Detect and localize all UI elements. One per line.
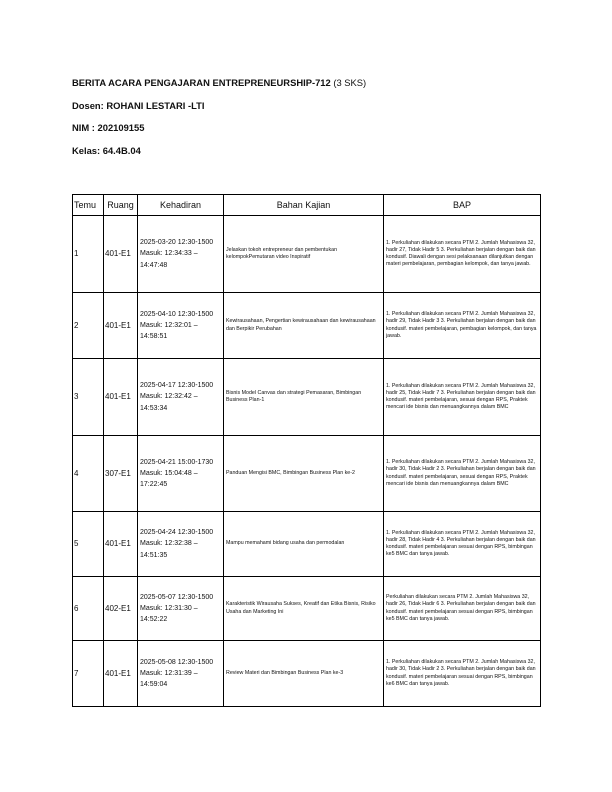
column-header-temu: Temu — [73, 195, 104, 216]
kehadiran-cell: 2025-04-17 12:30-1500 Masuk: 12:32:42 – 14:53:34 — [138, 359, 224, 436]
bahan-kajian-cell: Karakteristik Wirausaha Sukses, Kreatif dan Etika Bisnis, Risiko Usaha dan Marketing Ini — [224, 577, 384, 641]
temu-cell: 2 — [73, 293, 104, 359]
temu-cell: 7 — [73, 641, 104, 707]
column-header-kehadiran: Kehadiran — [138, 195, 224, 216]
lecturer-name: Dosen: ROHANI LESTARI -LTI — [72, 99, 205, 111]
ruang-cell: 401-E1 — [104, 641, 138, 707]
table-row — [73, 512, 541, 577]
ruang-cell: 401-E1 — [104, 512, 138, 577]
bap-cell: 1. Perkuliahan dilakukan secara PTM 2. Jumlah Mahasiswa 32, hadir 28, Tidak Hadir 4 3. Perkuliahan berjalan dengan baik dan kondusif. materi pembelajaran sesuai dengan RPS, bimbingan ke5 BMC dan tanya jawab. — [384, 512, 541, 577]
ruang-cell: 401-E1 — [104, 293, 138, 359]
table-header-row — [73, 195, 541, 216]
bahan-kajian-cell: Jelaskan tokoh entrepreneur dan pembentukan kelompokPemutaran video Inspiratif — [224, 216, 384, 293]
table-row — [73, 216, 541, 293]
table-row — [73, 293, 541, 359]
temu-cell: 1 — [73, 216, 104, 293]
bahan-kajian-cell: Kewirausahaan, Pengertian kewirausahaan dan kewirausahaan dan Berpikir Perubahan — [224, 293, 384, 359]
temu-cell: 4 — [73, 436, 104, 512]
bahan-kajian-cell: Panduan Mengisi BMC, Bimbingan Business Plan ke-2 — [224, 436, 384, 512]
ruang-cell: 402-E1 — [104, 577, 138, 641]
kehadiran-cell: 2025-05-08 12:30-1500 Masuk: 12:31:39 – 14:59:04 — [138, 641, 224, 707]
temu-cell: 5 — [73, 512, 104, 577]
student-id: NIM : 202109155 — [72, 122, 145, 133]
document-header — [72, 76, 366, 166]
column-header-bap: BAP — [384, 195, 541, 216]
ruang-cell: 401-E1 — [104, 216, 138, 293]
course-title: BERITA ACARA PENGAJARAN ENTREPRENEURSHIP-712 — [72, 77, 331, 88]
kehadiran-cell: 2025-03-20 12:30-1500 Masuk: 12:34:33 – 14:47:48 — [138, 216, 224, 293]
column-header-bahan-kajian: Bahan Kajian — [224, 195, 384, 216]
course-credits: (3 SKS) — [330, 77, 367, 88]
bap-cell: 1. Perkuliahan dilakukan secara PTM 2. Jumlah Mahasiswa 32, hadir 30, Tidak Hadir 2 3. Perkuliahan berjalan dengan baik dan kondusif. materi pembelajaran sesuai dengan RPS, bimbingan ke6 BMC dan tanya jawab. — [384, 641, 541, 707]
bap-cell: 1. Perkuliahan dilakukan secara PTM 2. Jumlah Mahasiswa 32, hadir 27, Tidak Hadir 5 3. Perkuliahan berjalan dengan baik dan kondusif. Diawali dengan sesi pelaksanaan dilanjutkan dengan materi pembelajaran, pembagian kelompok, dan tanya jawab. — [384, 216, 541, 293]
kehadiran-cell: 2025-05-07 12:30-1500 Masuk: 12:31:30 – 14:52:22 — [138, 577, 224, 641]
bap-cell: 1. Perkuliahan dilakukan secara PTM 2. Jumlah Mahasiswa 32, hadir 25, Tidak Hadir 7 3. Perkuliahan berjalan dengan baik dan kondusif. materi pembelajaran, sesuai dengan RPS, Praktek mencari ide bisnis dan menuangkannya dalam BMC — [384, 359, 541, 436]
column-header-ruang: Ruang — [104, 195, 138, 216]
kehadiran-cell: 2025-04-24 12:30-1500 Masuk: 12:32:38 – 14:51:35 — [138, 512, 224, 577]
kehadiran-cell: 2025-04-21 15:00-1730 Masuk: 15:04:48 – 17:22:45 — [138, 436, 224, 512]
bap-cell: Perkuliahan dilakukan secara PTM 2. Jumlah Mahasiswa 32, hadir 26, Tidak Hadir 6 3. Perkuliahan berjalan dengan baik dan kondusif. materi pembelajaran sesuai dengan RPS, bimbingan ke5 BMC dan tanya jawab. — [384, 577, 541, 641]
temu-cell: 3 — [73, 359, 104, 436]
bahan-kajian-cell: Review Materi dan Bimbingan Business Plan ke-3 — [224, 641, 384, 707]
document-title — [72, 76, 366, 99]
attendance-table — [72, 194, 541, 707]
temu-cell: 6 — [73, 577, 104, 641]
ruang-cell: 401-E1 — [104, 359, 138, 436]
bap-cell: 1. Perkuliahan dilakukan secara PTM 2. Jumlah Mahasiswa 32, hadir 29, Tidak Hadir 3 3. Perkuliahan berjalan dengan baik dan kondusif. materi pembelajaran, pembagian kelompok, dan tanya jawab. — [384, 293, 541, 359]
kehadiran-cell: 2025-04-10 12:30-1500 Masuk: 12:32:01 – 14:58:51 — [138, 293, 224, 359]
table-row — [73, 436, 541, 512]
bahan-kajian-cell: Bisnis Model Canvas dan strategi Pemasaran, Bimbingan Business Plan-1 — [224, 359, 384, 436]
bap-cell: 1. Perkuliahan dilakukan secara PTM 2. Jumlah Mahasiswa 32, hadir 30, Tidak Hadir 2 3. Perkuliahan berjalan dengan baik dan kondusif. materi pembelajaran, sesuai dengan RPS, Praktek mencari ide bisnis dan menuangkannya dalam BMC — [384, 436, 541, 512]
table-row — [73, 577, 541, 641]
class-code: Kelas: 64.4B.04 — [72, 144, 141, 156]
bahan-kajian-cell: Mampu memahami bidang usaha dan permodalan — [224, 512, 384, 577]
table-row — [73, 641, 541, 707]
ruang-cell: 307-E1 — [104, 436, 138, 512]
table-row — [73, 359, 541, 436]
